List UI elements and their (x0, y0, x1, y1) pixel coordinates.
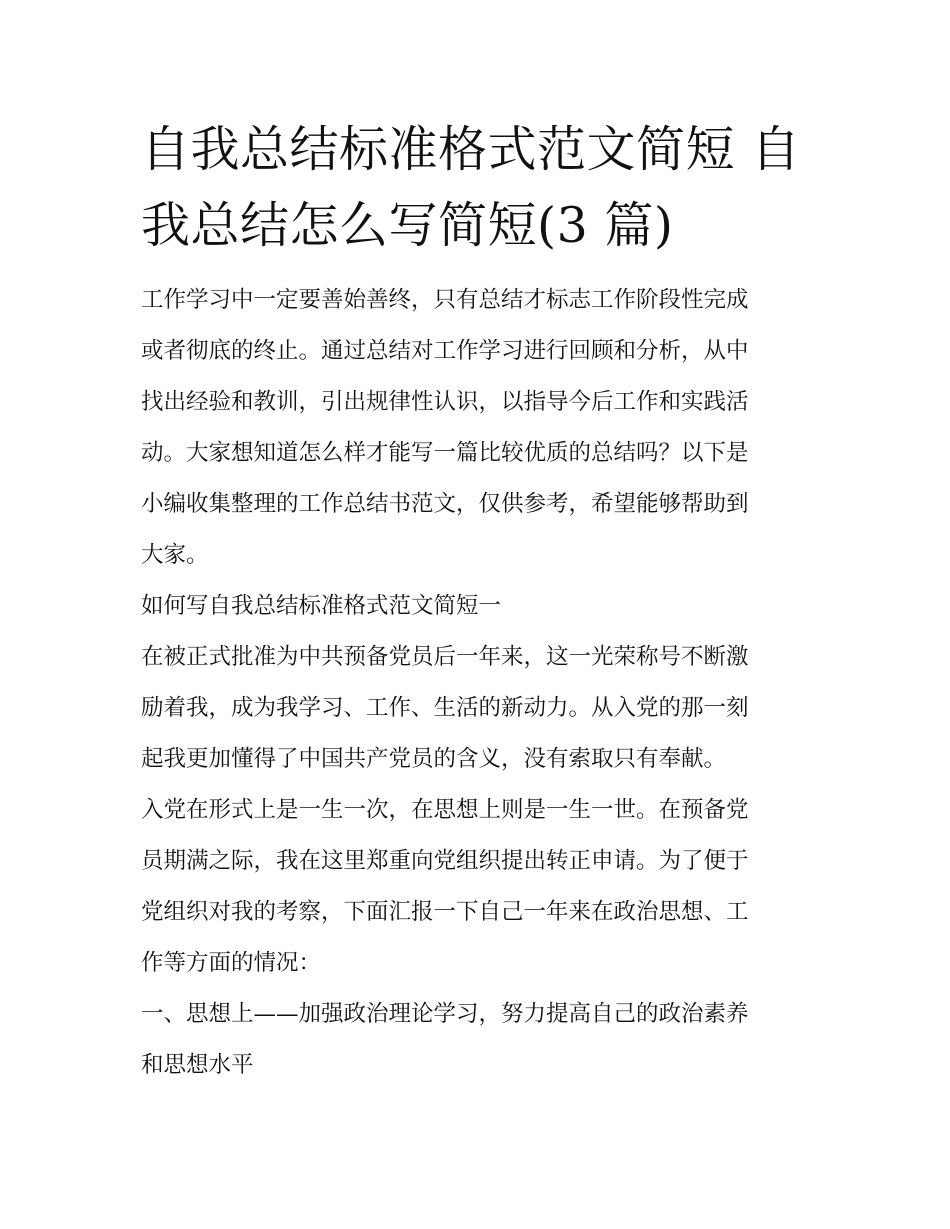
title-line: 我总结怎么写简短(3 篇) (141, 197, 674, 254)
text-line: 动。大家想知道怎么样才能写一篇比较优质的总结吗？以下是 (141, 440, 749, 466)
text-line: 如何写自我总结标准格式范文简短一 (141, 593, 502, 619)
body-paragraph (141, 785, 821, 989)
text-line: 一、思想上——加强政治理论学习，努力提高自己的政治素养 (141, 1001, 749, 1027)
subsection-heading (141, 989, 821, 1091)
section-heading (141, 581, 821, 632)
text-line: 作等方面的情况： (141, 950, 322, 976)
text-line: 大家。 (141, 542, 209, 568)
title-line: 自我总结标准格式范文简短 自 (141, 121, 801, 178)
text-line: 和思想水平 (141, 1052, 254, 1078)
text-line: 工作学习中一定要善始善终，只有总结才标志工作阶段性完成 (141, 287, 749, 313)
intro-paragraph (141, 275, 821, 581)
body-paragraph (141, 632, 821, 785)
text-line: 员期满之际，我在这里郑重向党组织提出转正申请。为了便于 (141, 848, 749, 874)
document-title (141, 112, 813, 264)
text-line: 励着我，成为我学习、工作、生活的新动力。从入党的那一刻 (141, 695, 749, 721)
text-line: 找出经验和教训，引出规律性认识，以指导今后工作和实践活 (141, 389, 749, 415)
text-line: 党组织对我的考察，下面汇报一下自己一年来在政治思想、工 (141, 899, 749, 925)
text-line: 起我更加懂得了中国共产党员的含义，没有索取只有奉献。 (141, 746, 727, 772)
text-line: 入党在形式上是一生一次，在思想上则是一生一世。在预备党 (141, 797, 749, 823)
text-line: 小编收集整理的工作总结书范文，仅供参考，希望能够帮助到 (141, 491, 749, 517)
text-line: 在被正式批准为中共预备党员后一年来，这一光荣称号不断激 (141, 644, 749, 670)
text-line: 或者彻底的终止。通过总结对工作学习进行回顾和分析，从中 (141, 338, 749, 364)
document-body (141, 275, 821, 1091)
